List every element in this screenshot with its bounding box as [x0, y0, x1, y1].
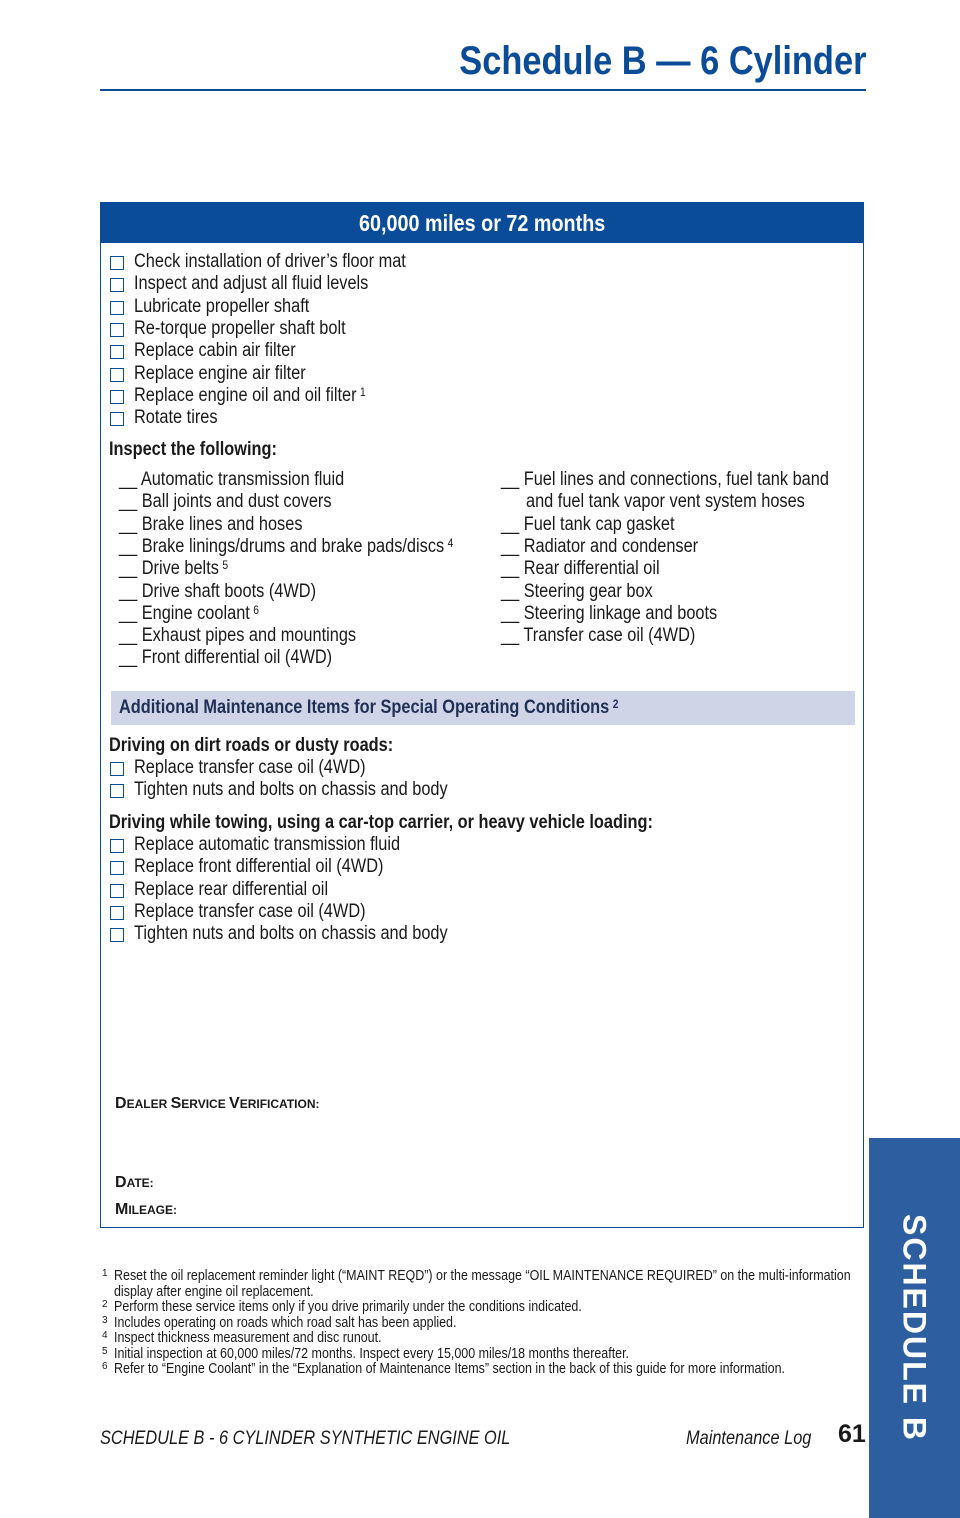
footnote: 5 Initial inspection at 60,000 miles/72 months. Inspect every 15,000 miles/18 months thereafter. [102, 1345, 630, 1362]
checklist-item-label: Rotate tires [134, 407, 218, 429]
checklist-item-label: Tighten nuts and bolts on chassis and body [134, 923, 448, 945]
checklist-item [134, 834, 443, 856]
inspect-item [119, 558, 246, 580]
inspect-item [501, 536, 730, 558]
checklist-item [134, 856, 424, 878]
checklist-item-label: Replace cabin air filter [134, 340, 296, 362]
footnote-ref: 6 [253, 602, 260, 617]
footnote-ref: 5 [222, 558, 229, 573]
checklist-item [134, 273, 407, 295]
footnote-ref: 1 [359, 384, 366, 399]
checklist-item [134, 779, 499, 801]
checklist-item [134, 879, 360, 901]
checklist-item-label: Tighten nuts and bolts on chassis and body [134, 779, 448, 801]
inspect-item [119, 536, 508, 558]
inspect-item-label: __ Brake linings/drums and brake pads/discs [119, 535, 445, 557]
side-tab-label: SCHEDULE B [896, 1213, 933, 1443]
interval-header: 60,000 miles or 72 months [101, 203, 863, 243]
inspect-item-label: __ Automatic transmission fluid [119, 469, 345, 490]
checklist-item [134, 251, 450, 273]
inspect-item [119, 647, 367, 669]
checkbox[interactable] [110, 390, 124, 404]
inspect-item-label: and fuel tank vapor vent system hoses [526, 491, 805, 513]
checkbox[interactable] [110, 861, 124, 875]
inspect-item-label: __ Engine coolant [119, 602, 250, 624]
page-number: 61 [838, 1420, 866, 1448]
footnote: 1 Reset the oil replacement reminder light (“MAINT REQD”) or the message “OIL MAINTENANCE REQUIRED” on the multi-information display after engine oil replacement. [102, 1268, 851, 1300]
inspect-item [501, 469, 882, 491]
inspect-item [526, 491, 850, 513]
dirt-roads-heading: Driving on dirt roads or dusty roads: [109, 735, 394, 756]
inspect-item [501, 603, 752, 625]
checkbox[interactable] [110, 928, 124, 942]
checklist-item [134, 385, 403, 407]
inspect-item-label: __ Ball joints and dust covers [119, 491, 332, 513]
checklist-item [134, 318, 380, 340]
side-tab [869, 1138, 960, 1518]
checkbox[interactable] [110, 412, 124, 426]
footnote: 4 Inspect thickness measurement and disc runout. [102, 1330, 382, 1346]
checkbox[interactable] [110, 839, 124, 853]
inspect-item-label: __ Steering gear box [501, 580, 653, 602]
checklist-item-label: Inspect and adjust all fluid levels [134, 273, 369, 295]
additional-items-title: Additional Maintenance Items for Special Operating Conditions $^2$ [119, 697, 619, 718]
inspect-item [119, 491, 366, 513]
footer-schedule-label: SCHEDULE B - 6 CYLINDER SYNTHETIC ENGINE OIL [100, 1428, 511, 1449]
inspect-item [119, 625, 395, 647]
checkbox[interactable] [110, 884, 124, 898]
checklist-item-label: Replace transfer case oil (4WD) [134, 757, 366, 778]
footer-section-label: Maintenance Log [686, 1428, 812, 1449]
checklist-item-label: Check installation of driver’s floor mat [134, 251, 406, 272]
checklist-item-label: Replace engine oil and oil filter [134, 384, 357, 406]
checklist-item [134, 340, 322, 362]
inspect-item [501, 514, 703, 536]
dealer-service-verification-label: DEALER SERVICE VERIFICATION: [115, 1095, 320, 1112]
footnotes [102, 1269, 860, 1378]
inspect-item-label: __ Drive belts [119, 558, 219, 580]
date-label: DATE: [115, 1174, 154, 1191]
mileage-label: MILEAGE: [115, 1201, 177, 1218]
inspect-item [119, 469, 381, 491]
inspect-item-label: __ Steering linkage and boots [501, 602, 718, 624]
checkbox[interactable] [110, 256, 124, 270]
checklist-item [134, 296, 338, 318]
inspect-item [119, 514, 332, 536]
inspect-item-label: __ Fuel tank cap gasket [501, 513, 675, 535]
checkbox[interactable] [110, 784, 124, 798]
footnote: 2 Perform these service items only if you drive primarily under the conditions indicated. [102, 1299, 582, 1315]
checklist-item [134, 407, 231, 429]
checklist-item [134, 363, 334, 385]
additional-items-banner [111, 691, 855, 725]
inspect-heading: Inspect the following: [109, 439, 277, 460]
checkbox[interactable] [110, 368, 124, 382]
footnote: 6 Refer to “Engine Coolant” in the “Explanation of Maintenance Items” section in the back of this guide for more information. [102, 1361, 785, 1377]
inspect-item-label: __ Exhaust pipes and mountings [119, 625, 357, 647]
inspect-item [119, 603, 282, 625]
checkbox[interactable] [110, 345, 124, 359]
inspect-item-label: __ Rear differential oil [501, 558, 660, 580]
towing-heading: Driving while towing, using a car-top carrier, or heavy vehicle loading: [109, 812, 653, 833]
inspect-item-label: __ Fuel lines and connections, fuel tank band [501, 469, 829, 490]
inspect-item-label: __ Drive shaft boots (4WD) [119, 580, 317, 602]
checkbox[interactable] [110, 762, 124, 776]
checklist-item [134, 901, 403, 923]
inspect-item-label: __ Front differential oil (4WD) [119, 647, 333, 669]
maintenance-box [100, 202, 864, 1228]
checklist-item-label: Replace engine air filter [134, 362, 306, 384]
inspect-item [501, 581, 677, 603]
checklist-item [134, 923, 499, 945]
checklist-item-label: Replace front differential oil (4WD) [134, 856, 384, 878]
inspect-item-label: __ Transfer case oil (4WD) [501, 625, 696, 647]
checklist-item-label: Lubricate propeller shaft [134, 295, 310, 317]
checklist-item-label: Re-torque propeller shaft bolt [134, 317, 346, 339]
inspect-item [501, 558, 685, 580]
footnote: 3 Includes operating on roads which road salt has been applied. [102, 1314, 457, 1331]
page-title: Schedule B — 6 Cylinder [458, 39, 866, 83]
checklist-item [134, 757, 403, 779]
checkbox[interactable] [110, 906, 124, 920]
checklist-item-label: Replace automatic transmission fluid [134, 834, 401, 855]
inspect-item-label: __ Radiator and condenser [501, 535, 699, 557]
inspect-item-label: __ Brake lines and hoses [119, 513, 303, 535]
checkbox[interactable] [110, 301, 124, 315]
inspect-item [501, 625, 727, 647]
checkbox[interactable] [110, 278, 124, 292]
checklist-item-label: Replace rear differential oil [134, 878, 329, 900]
checkbox[interactable] [110, 323, 124, 337]
inspect-item [119, 581, 348, 603]
checklist-item-label: Replace transfer case oil (4WD) [134, 900, 366, 922]
footnote-ref: 4 [447, 535, 454, 550]
title-divider [100, 89, 866, 91]
